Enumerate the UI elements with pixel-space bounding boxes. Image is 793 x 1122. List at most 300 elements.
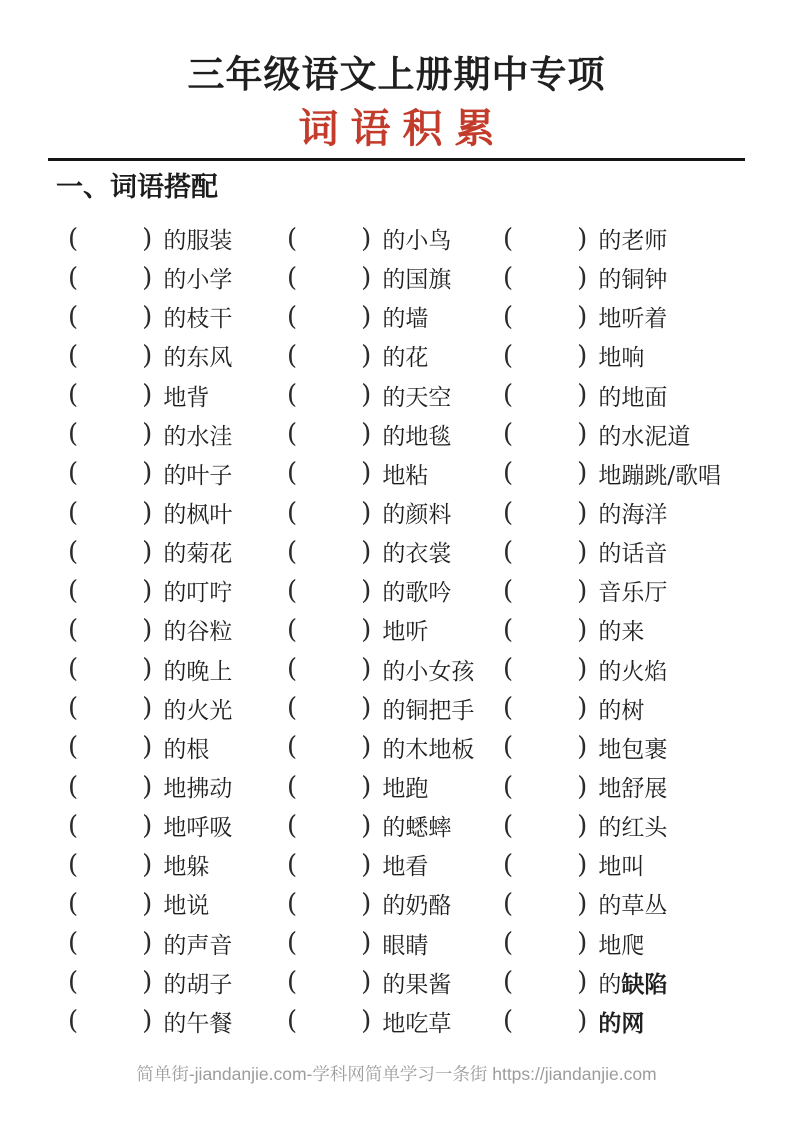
paren-close-glyph: ) <box>361 693 372 724</box>
answer-blank <box>78 355 142 356</box>
word-item <box>68 689 287 728</box>
paren-open-glyph: ( <box>68 497 79 528</box>
word-label: 的铜把手 <box>382 697 475 724</box>
paren-open-glyph: ( <box>287 262 298 293</box>
paren-open-glyph: ( <box>503 536 514 567</box>
paren-open-glyph: ( <box>68 340 79 371</box>
word-label: 的草丛 <box>598 893 668 920</box>
word-label: 的颜料 <box>382 502 452 529</box>
paren-open-glyph: ( <box>287 380 298 411</box>
paren-open-glyph: ( <box>287 732 298 763</box>
word-item <box>503 884 753 923</box>
answer-blank <box>513 512 577 513</box>
paren-open-glyph: ( <box>503 888 514 919</box>
word-label: 的天空 <box>382 384 452 411</box>
word-label: 地听 <box>382 619 429 646</box>
word-item <box>68 297 287 336</box>
paren-open-glyph: ( <box>503 458 514 489</box>
word-label: 的地面 <box>598 384 668 411</box>
paren-close-glyph: ) <box>361 888 372 919</box>
word-label: 的地毯 <box>382 423 452 450</box>
answer-blank <box>513 1021 577 1022</box>
answer-blank <box>78 669 142 670</box>
answer-blank <box>513 395 577 396</box>
paren-close-glyph: ) <box>361 614 372 645</box>
paren-open-glyph: ( <box>68 771 79 802</box>
word-label: 的小学 <box>163 267 233 294</box>
section-heading: 一、词语搭配 <box>56 172 218 202</box>
word-label: 的枝干 <box>163 306 233 333</box>
word-label: 的声音 <box>163 932 233 959</box>
answer-blank <box>78 512 142 513</box>
paren-close-glyph: ) <box>142 458 153 489</box>
word-item <box>68 650 287 689</box>
word-item <box>503 728 753 767</box>
paren-open-glyph: ( <box>503 614 514 645</box>
answer-blank <box>513 629 577 630</box>
word-label: 地吃草 <box>382 1010 452 1037</box>
answer-blank <box>297 825 361 826</box>
answer-blank <box>297 982 361 983</box>
word-item <box>503 689 753 728</box>
paren-open-glyph: ( <box>503 340 514 371</box>
paren-close-glyph: ) <box>142 693 153 724</box>
paren-open-glyph: ( <box>287 771 298 802</box>
paren-open-glyph: ( <box>287 654 298 685</box>
word-label: 的墙 <box>382 306 429 333</box>
paren-close-glyph: ) <box>361 301 372 332</box>
answer-blank <box>513 708 577 709</box>
divider-line <box>48 158 745 161</box>
word-item <box>68 415 287 454</box>
word-item <box>287 376 503 415</box>
word-label: 的叶子 <box>163 462 233 489</box>
answer-blank <box>297 590 361 591</box>
paren-open-glyph: ( <box>503 928 514 959</box>
word-item <box>68 258 287 297</box>
word-label: 的菊花 <box>163 541 233 568</box>
paren-close-glyph: ) <box>142 967 153 998</box>
paren-open-glyph: ( <box>503 967 514 998</box>
answer-blank <box>513 786 577 787</box>
word-label: 的海洋 <box>598 502 668 529</box>
answer-blank <box>78 943 142 944</box>
word-label: 地跑 <box>382 776 429 803</box>
word-label: 的红头 <box>598 815 668 842</box>
word-item <box>68 884 287 923</box>
word-label: 地爬 <box>598 932 645 959</box>
paren-close-glyph: ) <box>142 888 153 919</box>
answer-blank <box>513 551 577 552</box>
word-item <box>503 493 753 532</box>
word-item <box>287 845 503 884</box>
answer-blank <box>78 395 142 396</box>
paren-open-glyph: ( <box>287 888 298 919</box>
word-label: 的衣裳 <box>382 541 452 568</box>
paren-close-glyph: ) <box>142 536 153 567</box>
paren-close-glyph: ) <box>577 340 588 371</box>
word-label: 的老师 <box>598 228 668 255</box>
word-label: 的话音 <box>598 541 668 568</box>
answer-blank <box>78 747 142 748</box>
word-label: 地舒展 <box>598 776 668 803</box>
answer-blank <box>78 629 142 630</box>
paren-open-glyph: ( <box>68 614 79 645</box>
answer-blank <box>297 903 361 904</box>
answer-blank <box>78 864 142 865</box>
answer-blank <box>513 864 577 865</box>
word-item <box>503 336 753 375</box>
paren-close-glyph: ) <box>361 771 372 802</box>
paren-open-glyph: ( <box>287 693 298 724</box>
answer-blank <box>513 316 577 317</box>
word-item <box>68 728 287 767</box>
paren-open-glyph: ( <box>503 654 514 685</box>
word-label: 的胡子 <box>163 971 233 998</box>
word-label: 的奶酪 <box>382 893 452 920</box>
paren-open-glyph: ( <box>503 693 514 724</box>
paren-open-glyph: ( <box>68 536 79 567</box>
answer-blank <box>513 355 577 356</box>
word-item <box>503 571 753 610</box>
answer-blank <box>297 316 361 317</box>
word-label: 的根 <box>163 736 210 763</box>
paren-close-glyph: ) <box>577 1006 588 1037</box>
paren-open-glyph: ( <box>68 380 79 411</box>
paren-close-glyph: ) <box>142 301 153 332</box>
answer-blank <box>513 903 577 904</box>
word-label: 地说 <box>163 893 210 920</box>
paren-close-glyph: ) <box>361 497 372 528</box>
paren-open-glyph: ( <box>287 575 298 606</box>
answer-blank <box>78 316 142 317</box>
answer-blank <box>513 277 577 278</box>
word-item <box>287 493 503 532</box>
word-item <box>68 806 287 845</box>
paren-open-glyph: ( <box>287 497 298 528</box>
word-item <box>68 376 287 415</box>
word-label: 的枫叶 <box>163 502 233 529</box>
paren-close-glyph: ) <box>577 536 588 567</box>
word-label: 的午餐 <box>163 1010 233 1037</box>
paren-open-glyph: ( <box>287 967 298 998</box>
paren-close-glyph: ) <box>577 732 588 763</box>
word-label: 地背 <box>163 384 210 411</box>
paren-close-glyph: ) <box>142 849 153 880</box>
word-label: 的国旗 <box>382 267 452 294</box>
word-label: 的水泥道 <box>598 423 691 450</box>
word-label: 地拂动 <box>163 776 233 803</box>
word-label: 的小鸟 <box>382 228 452 255</box>
word-item <box>287 219 503 258</box>
answer-blank <box>78 786 142 787</box>
paren-close-glyph: ) <box>142 810 153 841</box>
paren-open-glyph: ( <box>68 223 79 254</box>
word-label: 的铜钟 <box>598 267 668 294</box>
word-label: 地蹦跳/歌唱 <box>598 462 722 489</box>
paren-open-glyph: ( <box>503 262 514 293</box>
word-item <box>287 963 503 1002</box>
paren-close-glyph: ) <box>577 262 588 293</box>
paren-close-glyph: ) <box>577 497 588 528</box>
paren-close-glyph: ) <box>142 732 153 763</box>
word-item <box>287 689 503 728</box>
paren-close-glyph: ) <box>361 849 372 880</box>
paren-close-glyph: ) <box>361 967 372 998</box>
paren-close-glyph: ) <box>577 693 588 724</box>
answer-blank <box>78 238 142 239</box>
paren-close-glyph: ) <box>142 497 153 528</box>
paren-close-glyph: ) <box>361 575 372 606</box>
paren-close-glyph: ) <box>361 458 372 489</box>
paren-open-glyph: ( <box>287 536 298 567</box>
word-item <box>68 493 287 532</box>
word-label: 地呼吸 <box>163 815 233 842</box>
word-label: 地看 <box>382 854 429 881</box>
paren-open-glyph: ( <box>287 419 298 450</box>
word-item <box>287 258 503 297</box>
word-label: 的叮咛 <box>163 580 233 607</box>
answer-blank <box>297 708 361 709</box>
paren-close-glyph: ) <box>577 380 588 411</box>
word-label: 的网 <box>598 1009 645 1037</box>
answer-blank <box>513 238 577 239</box>
paren-open-glyph: ( <box>68 888 79 919</box>
word-item <box>503 532 753 571</box>
paren-close-glyph: ) <box>577 810 588 841</box>
word-label: 的来 <box>598 619 645 646</box>
word-item <box>68 845 287 884</box>
word-item <box>503 376 753 415</box>
paren-close-glyph: ) <box>142 654 153 685</box>
answer-blank <box>297 355 361 356</box>
word-item <box>503 963 753 1002</box>
paren-close-glyph: ) <box>142 1006 153 1037</box>
word-item <box>503 1002 753 1041</box>
word-label: 的木地板 <box>382 736 475 763</box>
paren-open-glyph: ( <box>287 223 298 254</box>
paren-close-glyph: ) <box>361 1006 372 1037</box>
word-item <box>68 219 287 258</box>
answer-blank <box>297 669 361 670</box>
paren-open-glyph: ( <box>68 419 79 450</box>
paren-close-glyph: ) <box>577 614 588 645</box>
word-label: 的东风 <box>163 345 233 372</box>
answer-blank <box>78 708 142 709</box>
paren-open-glyph: ( <box>503 849 514 880</box>
paren-close-glyph: ) <box>577 458 588 489</box>
answer-blank <box>78 473 142 474</box>
answer-blank <box>513 669 577 670</box>
paren-open-glyph: ( <box>503 1006 514 1037</box>
paren-close-glyph: ) <box>361 262 372 293</box>
word-label: 的谷粒 <box>163 619 233 646</box>
paren-open-glyph: ( <box>503 810 514 841</box>
paren-open-glyph: ( <box>287 301 298 332</box>
word-item <box>68 610 287 649</box>
word-item <box>68 767 287 806</box>
answer-blank <box>297 238 361 239</box>
paren-open-glyph: ( <box>68 693 79 724</box>
word-item <box>287 924 503 963</box>
paren-open-glyph: ( <box>68 928 79 959</box>
page-title: 三年级语文上册期中专项 <box>187 54 606 95</box>
word-item <box>287 610 503 649</box>
answer-blank <box>513 590 577 591</box>
answer-blank <box>78 551 142 552</box>
paren-close-glyph: ) <box>361 654 372 685</box>
answer-blank <box>513 434 577 435</box>
paren-close-glyph: ) <box>361 810 372 841</box>
paren-open-glyph: ( <box>68 1006 79 1037</box>
word-label: 地粘 <box>382 462 429 489</box>
paren-open-glyph: ( <box>503 732 514 763</box>
answer-blank <box>297 864 361 865</box>
word-label: 的歌吟 <box>382 580 452 607</box>
answer-blank <box>78 434 142 435</box>
word-label: 的树 <box>598 697 645 724</box>
word-item <box>503 297 753 336</box>
paren-close-glyph: ) <box>142 340 153 371</box>
paren-close-glyph: ) <box>142 575 153 606</box>
paren-open-glyph: ( <box>287 810 298 841</box>
word-label: 的水洼 <box>163 423 233 450</box>
paren-open-glyph: ( <box>503 575 514 606</box>
word-item <box>503 650 753 689</box>
word-item <box>287 884 503 923</box>
word-label: 的花 <box>382 345 429 372</box>
paren-close-glyph: ) <box>577 654 588 685</box>
word-label: 地躲 <box>163 854 210 881</box>
word-item <box>287 767 503 806</box>
paren-close-glyph: ) <box>361 928 372 959</box>
word-item <box>287 454 503 493</box>
paren-close-glyph: ) <box>577 223 588 254</box>
word-item <box>287 806 503 845</box>
word-item <box>68 1002 287 1041</box>
word-item <box>503 767 753 806</box>
paren-open-glyph: ( <box>287 458 298 489</box>
paren-open-glyph: ( <box>68 301 79 332</box>
word-item <box>287 415 503 454</box>
answer-blank <box>297 943 361 944</box>
answer-blank <box>78 825 142 826</box>
word-item <box>68 571 287 610</box>
word-item <box>503 454 753 493</box>
paren-close-glyph: ) <box>577 771 588 802</box>
answer-blank <box>78 590 142 591</box>
word-item <box>287 571 503 610</box>
paren-close-glyph: ) <box>142 419 153 450</box>
word-label: 的蟋蟀 <box>382 815 452 842</box>
paren-open-glyph: ( <box>68 458 79 489</box>
answer-blank <box>297 434 361 435</box>
word-grid <box>68 219 793 1041</box>
paren-close-glyph: ) <box>142 614 153 645</box>
word-item <box>287 532 503 571</box>
paren-close-glyph: ) <box>142 380 153 411</box>
paren-open-glyph: ( <box>503 223 514 254</box>
paren-close-glyph: ) <box>361 340 372 371</box>
paren-open-glyph: ( <box>503 497 514 528</box>
paren-close-glyph: ) <box>142 262 153 293</box>
paren-close-glyph: ) <box>361 380 372 411</box>
paren-close-glyph: ) <box>361 419 372 450</box>
word-item <box>287 297 503 336</box>
word-item <box>68 924 287 963</box>
answer-blank <box>297 551 361 552</box>
word-item <box>68 336 287 375</box>
paren-open-glyph: ( <box>68 732 79 763</box>
answer-blank <box>297 786 361 787</box>
paren-close-glyph: ) <box>361 536 372 567</box>
paren-close-glyph: ) <box>361 223 372 254</box>
word-item <box>503 806 753 845</box>
paren-close-glyph: ) <box>577 928 588 959</box>
word-label: 地响 <box>598 345 645 372</box>
word-item <box>287 336 503 375</box>
word-label: 的服装 <box>163 228 233 255</box>
paren-close-glyph: ) <box>577 575 588 606</box>
word-label: 地包裹 <box>598 736 668 763</box>
paren-close-glyph: ) <box>577 849 588 880</box>
answer-blank <box>513 982 577 983</box>
word-label: 眼睛 <box>382 932 429 959</box>
word-label: 的火光 <box>163 697 233 724</box>
word-item <box>503 924 753 963</box>
answer-blank <box>78 903 142 904</box>
answer-blank <box>297 473 361 474</box>
answer-blank <box>297 747 361 748</box>
word-label: 地听着 <box>598 306 668 333</box>
answer-blank <box>513 473 577 474</box>
word-item <box>503 845 753 884</box>
answer-blank <box>297 277 361 278</box>
paren-open-glyph: ( <box>68 810 79 841</box>
paren-close-glyph: ) <box>142 771 153 802</box>
word-item <box>503 610 753 649</box>
answer-blank <box>297 629 361 630</box>
paren-open-glyph: ( <box>68 654 79 685</box>
paren-open-glyph: ( <box>287 849 298 880</box>
answer-blank <box>297 512 361 513</box>
word-item <box>287 728 503 767</box>
paren-open-glyph: ( <box>68 849 79 880</box>
answer-blank <box>78 982 142 983</box>
paren-open-glyph: ( <box>503 419 514 450</box>
word-item <box>68 532 287 571</box>
paren-open-glyph: ( <box>287 1006 298 1037</box>
word-item <box>287 650 503 689</box>
answer-blank <box>513 825 577 826</box>
paren-open-glyph: ( <box>503 380 514 411</box>
answer-blank <box>513 747 577 748</box>
paren-close-glyph: ) <box>142 223 153 254</box>
paren-close-glyph: ) <box>361 732 372 763</box>
paren-open-glyph: ( <box>68 262 79 293</box>
word-label: 的火焰 <box>598 658 668 685</box>
word-item <box>503 415 753 454</box>
answer-blank <box>78 1021 142 1022</box>
paren-open-glyph: ( <box>68 967 79 998</box>
word-label: 的晚上 <box>163 658 233 685</box>
paren-open-glyph: ( <box>287 340 298 371</box>
paren-open-glyph: ( <box>503 301 514 332</box>
answer-blank <box>297 1021 361 1022</box>
word-label: 的小女孩 <box>382 658 475 685</box>
paren-close-glyph: ) <box>577 888 588 919</box>
word-item <box>503 219 753 258</box>
